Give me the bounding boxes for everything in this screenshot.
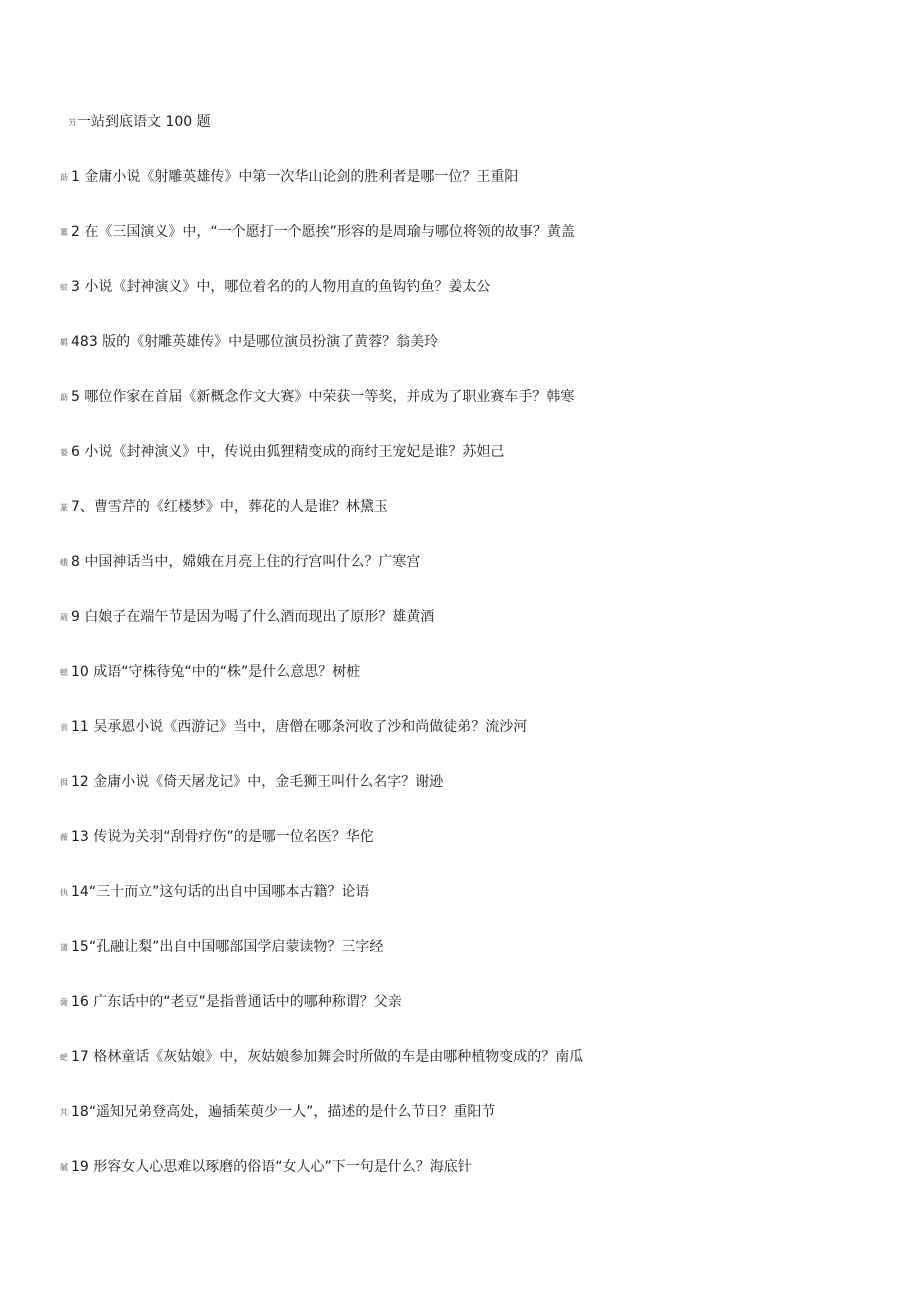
question-line-5 (60, 387, 900, 442)
question-line-13 (60, 827, 900, 882)
question-line-10 (60, 662, 900, 717)
title-text: 一站到底语文 100 题 (77, 114, 211, 130)
line-margin-mark: 蛾 (60, 558, 68, 567)
line-margin-mark: 膩 (60, 1163, 68, 1172)
question-list (60, 167, 900, 1212)
line-margin-mark: 蒆 (60, 448, 68, 457)
question-line-2 (60, 222, 900, 277)
question-text: 19 形容女人心思难以琢磨的俗语“女人心”下一句是什么？海底针 (71, 1159, 472, 1175)
question-text: 13 传说为关羽“刮骨疗伤”的是哪一位名医？华佗 (71, 829, 374, 845)
line-margin-mark: 蒃 (60, 503, 68, 512)
question-text: 6 小说《封神演义》中，传说由狐狸精变成的商纣王宠妃是谁？苏妲己 (71, 444, 505, 460)
line-margin-mark: 蚆 (60, 1053, 68, 1062)
question-line-17 (60, 1047, 900, 1102)
line-margin-mark: 薇 (60, 833, 68, 842)
question-text: 17 格林童话《灰姑娘》中，灰姑娘参加舞会时所做的车是由哪种植物变成的？南瓜 (71, 1049, 584, 1065)
line-margin-mark: 揖 (60, 778, 68, 787)
question-line-11 (60, 717, 900, 772)
question-text: 5 哪位作家在首届《新概念作文大赛》中荣获一等奖，并成为了职业赛车手？韩寒 (71, 389, 575, 405)
line-margin-mark: 蚁 (60, 283, 68, 292)
question-line-4 (60, 332, 900, 387)
question-line-6 (60, 442, 900, 497)
question-text: 15“孔融让梨”出自中国哪部国学启蒙读物？三字经 (71, 939, 384, 955)
question-line-19 (60, 1157, 900, 1212)
question-text: 14“三十而立”这句话的出自中国哪本古籍？论语 (71, 884, 370, 900)
line-margin-mark: 莇 (60, 173, 68, 182)
question-text: 8 中国神话当中，嫦娥在月亮上住的行宫叫什么？广寒宫 (71, 554, 421, 570)
question-text: 16 广东话中的“老豆”是指普通话中的哪种称谓？父亲 (71, 994, 402, 1010)
line-margin-mark: 袁 (60, 723, 68, 732)
line-margin-mark: 羁 (60, 338, 68, 347)
line-margin-mark: 羃 (60, 228, 68, 237)
question-line-9 (60, 607, 900, 662)
question-text: 7、曹雪芹的《红楼梦》中，葬花的人是谁？林黛玉 (71, 499, 388, 515)
question-line-14 (60, 882, 900, 937)
question-line-8 (60, 552, 900, 607)
line-margin-mark: 蒲 (60, 943, 68, 952)
question-text: 1 金庸小说《射雕英雄传》中第一次华山论剑的胜利者是哪一位？王重阳 (71, 169, 519, 185)
question-text: 18“遥知兄弟登高处，遍插茱萸少一人”，描述的是什么节日？重阳节 (71, 1104, 496, 1120)
line-margin-mark: 螅 (60, 668, 68, 677)
document-title (68, 112, 211, 133)
question-line-3 (60, 277, 900, 332)
line-margin-mark: 葳 (60, 613, 68, 622)
question-text: 9 白娘子在端午节是因为喝了什么酒而现出了原形？雄黄酒 (71, 609, 435, 625)
question-line-1 (60, 167, 900, 222)
question-line-7 (60, 497, 900, 552)
question-line-15 (60, 937, 900, 992)
question-line-18 (60, 1102, 900, 1157)
question-text: 11 吴承恩小说《西游记》当中，唐僧在哪条河收了沙和尚做徒弟？流沙河 (71, 719, 528, 735)
question-text: 3 小说《封神演义》中，哪位着名的的人物用直的鱼钩钓鱼？姜太公 (71, 279, 491, 295)
question-line-16 (60, 992, 900, 1047)
question-line-12 (60, 772, 900, 827)
line-margin-mark: 芃 (60, 1108, 68, 1117)
line-margin-mark: 薩 (60, 998, 68, 1007)
title-margin-mark: 芀 (68, 118, 76, 127)
line-margin-mark: 执 (60, 888, 68, 897)
question-text: 2 在《三国演义》中，“一个愿打一个愿挨”形容的是周瑜与哪位将领的故事？黄盖 (71, 224, 575, 240)
line-margin-mark: 莇 (60, 393, 68, 402)
question-text: 483 版的《射雕英雄传》中是哪位演员扮演了黄蓉？翁美玲 (71, 334, 439, 350)
question-text: 10 成语“守株待兔“中的“株”是什么意思？树桩 (71, 664, 361, 680)
question-text: 12 金庸小说《倚天屠龙记》中，金毛狮王叫什么名字？谢逊 (71, 774, 444, 790)
